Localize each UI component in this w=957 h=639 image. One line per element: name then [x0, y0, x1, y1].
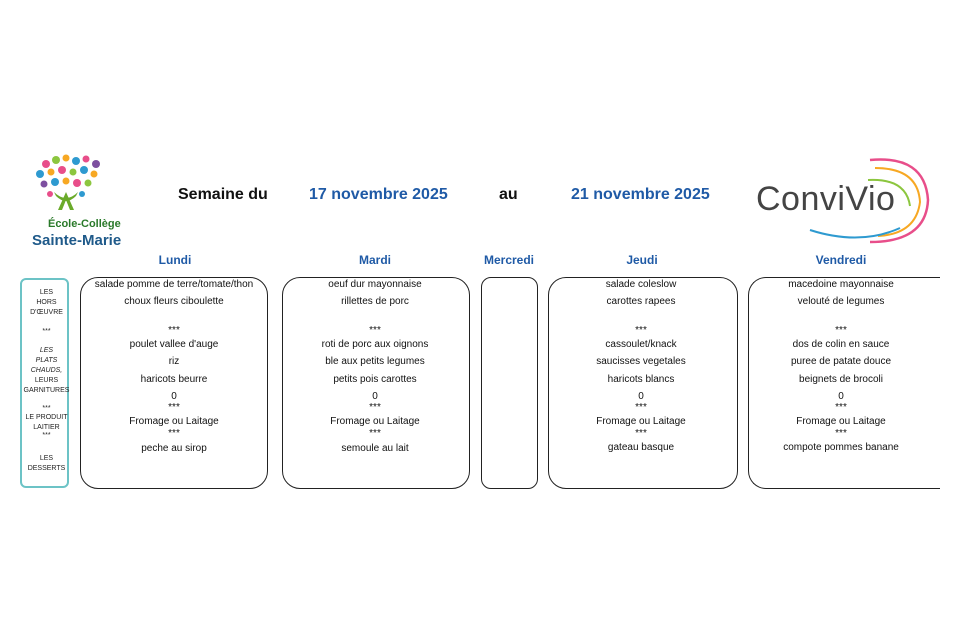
category-text: PLATS [35, 357, 58, 364]
caterer-name: ConviVio [756, 180, 896, 218]
menu-item: carottes rapees [606, 296, 676, 307]
menu-separator: *** [635, 325, 647, 336]
school-name-line2: Sainte-Marie [32, 232, 122, 249]
menu-item: oeuf dur mayonnaise [328, 279, 422, 290]
menu-separator: *** [835, 325, 847, 336]
menu-item: rillettes de porc [341, 296, 409, 307]
school-name-line1: École-Collège [48, 218, 121, 230]
day-mardi: Mardi [358, 253, 391, 267]
menu-item: puree de patate douce [790, 356, 892, 367]
menu-item: peche au sirop [141, 443, 207, 454]
menu-item: haricots beurre [140, 374, 208, 385]
menu-separator: *** [835, 402, 847, 413]
menu-item: haricots blancs [607, 374, 675, 385]
category-separator: *** [42, 432, 51, 439]
school-logo [26, 152, 138, 256]
category-text: LEURS [34, 377, 59, 384]
menu-item: saucisses vegetales [596, 356, 686, 367]
caterer-logo [750, 150, 934, 248]
menu-item: Fromage ou Laitage [796, 416, 886, 427]
menu-item: Fromage ou Laitage [129, 416, 219, 427]
category-text: LES [39, 347, 54, 354]
menu-separator: *** [168, 428, 180, 439]
menu-item: salade pomme de terre/tomate/thon [94, 279, 254, 290]
day-mercredi: Mercredi [483, 253, 535, 267]
menu-item: poulet vallee d'auge [129, 339, 219, 350]
day-lundi: Lundi [158, 253, 192, 267]
menu-item: choux fleurs ciboulette [124, 296, 224, 307]
menu-separator: *** [168, 325, 180, 336]
menu-item: macedoine mayonnaise [788, 279, 894, 290]
category-text: GARNITURES [23, 387, 70, 394]
menu-item: Fromage ou Laitage [596, 416, 686, 427]
end-date: 21 novembre 2025 [571, 186, 710, 203]
start-date: 17 novembre 2025 [309, 186, 448, 203]
category-text: HORS [36, 299, 57, 306]
menu-item: Fromage ou Laitage [330, 416, 420, 427]
category-separator: *** [42, 328, 51, 335]
menu-item: compote pommes banane [783, 442, 899, 453]
menu-item: velouté de legumes [797, 296, 885, 307]
menu-separator: *** [635, 402, 647, 413]
day-jeudi: Jeudi [626, 253, 658, 267]
menu-item: dos de colin en sauce [792, 339, 890, 350]
menu-separator: *** [369, 402, 381, 413]
menu-item: ble aux petits legumes [325, 356, 425, 367]
menu-item: 0 [372, 391, 378, 402]
category-text: LES [39, 455, 54, 462]
au-label: au [499, 186, 518, 203]
day-vendredi: Vendredi [815, 253, 867, 267]
semaine-label: Semaine du [178, 186, 268, 203]
category-text: D'ŒUVRE [30, 309, 63, 316]
menu-item: gateau basque [607, 442, 675, 453]
menu-item: roti de porc aux oignons [321, 339, 429, 350]
menu-item: cassoulet/knack [605, 339, 677, 350]
category-text: LAITIER [33, 424, 60, 431]
category-text: LES [39, 289, 54, 296]
category-text: LE PRODUIT [25, 414, 68, 421]
menu-item: 0 [838, 391, 844, 402]
menu-separator: *** [369, 428, 381, 439]
menu-item: 0 [171, 391, 177, 402]
menu-item: beignets de brocoli [799, 374, 883, 385]
menu-separator: *** [168, 402, 180, 413]
menu-box-mercredi [481, 277, 538, 489]
menu-separator: *** [635, 428, 647, 439]
menu-item: riz [168, 356, 180, 367]
menu-item: semoule au lait [341, 443, 409, 454]
menu-item: salade coleslow [605, 279, 677, 290]
menu-item: petits pois carottes [333, 374, 417, 385]
category-separator: *** [42, 405, 51, 412]
menu-separator: *** [369, 325, 381, 336]
category-text: DESSERTS [27, 465, 66, 472]
tree-icon [26, 152, 138, 222]
menu-separator: *** [835, 428, 847, 439]
category-text: CHAUDS, [30, 367, 63, 374]
menu-item: 0 [638, 391, 644, 402]
category-sidebar [20, 278, 69, 488]
